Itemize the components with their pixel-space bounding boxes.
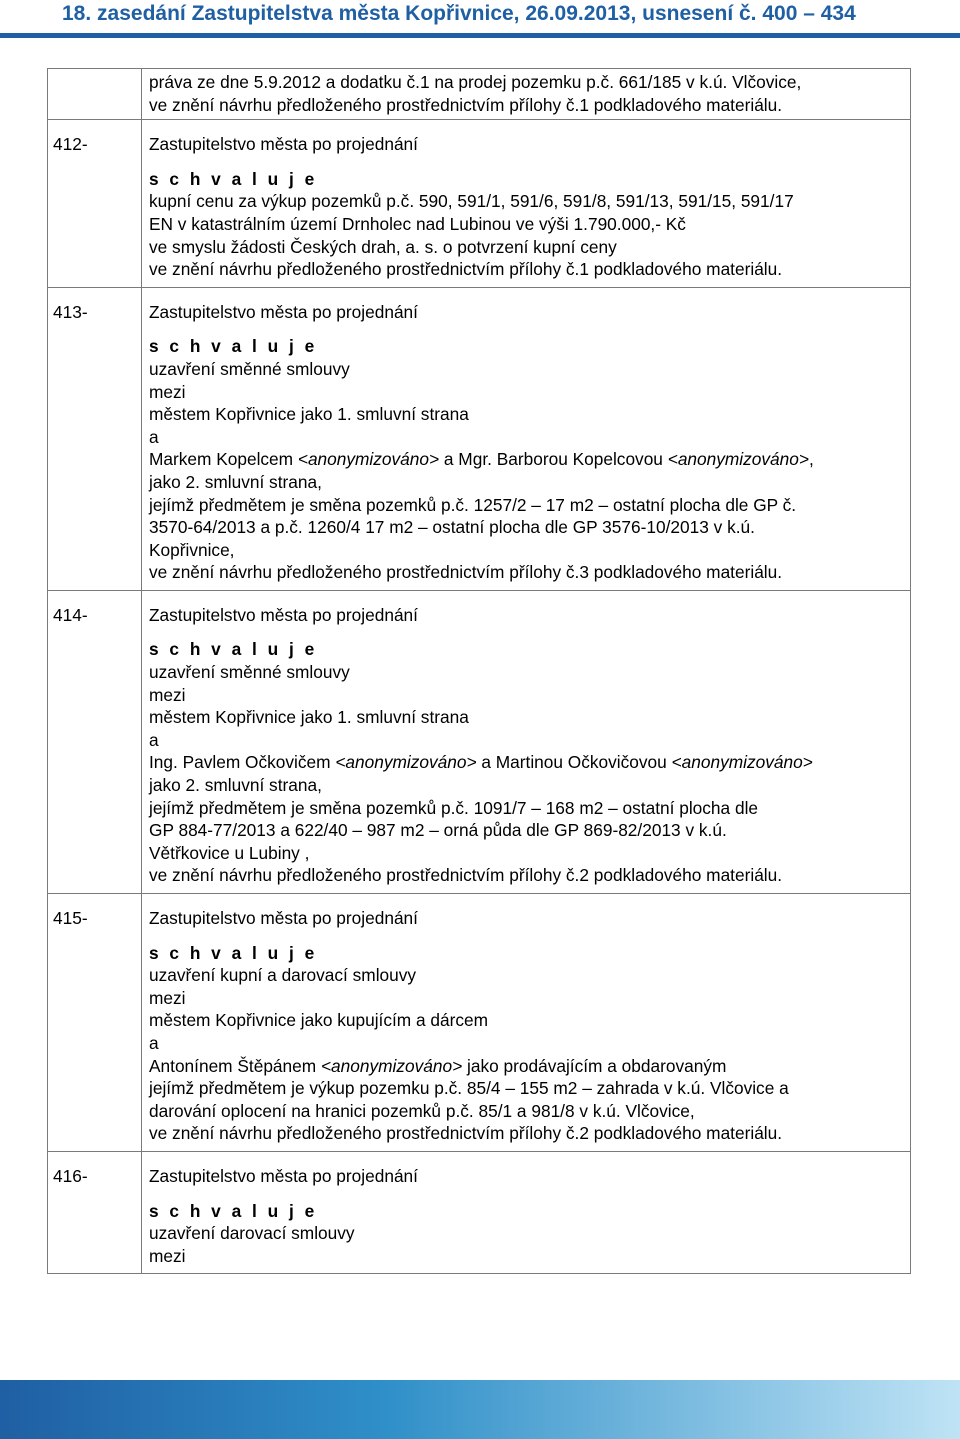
content-cell (142, 287, 911, 590)
resolution-intro: Zastupitelstvo města po projednání (149, 908, 418, 928)
resolution-number: 414- (53, 604, 88, 625)
resolution-line: a (149, 1032, 159, 1053)
approve-label: s c h v a l u j e (149, 942, 318, 963)
resolutions-table (47, 68, 911, 1274)
resolution-line: EN v katastrálním území Drnholec nad Lubinou ve výši 1.790.000,- Kč (149, 213, 686, 234)
resolution-line: GP 884-77/2013 a 622/40 – 987 m2 – orná půda dle GP 869-82/2013 v k.ú. (149, 820, 727, 841)
resolution-line: městem Kopřivnice jako 1. smluvní strana (149, 404, 469, 425)
number-cell (48, 590, 142, 893)
resolution-line: jako 2. smluvní strana, (149, 471, 322, 492)
resolutions-table-wrap (47, 68, 911, 1274)
resolution-line: Kopřivnice, (149, 539, 235, 560)
content-cell (142, 1151, 911, 1273)
resolution-line: mezi (149, 987, 186, 1008)
footer-bar (0, 1380, 960, 1439)
resolution-line: městem Kopřivnice jako kupujícím a dárcem (149, 1010, 489, 1031)
resolution-line: uzavření kupní a darovací smlouvy (149, 965, 417, 986)
resolution-line: uzavření směnné smlouvy (149, 358, 350, 379)
resolution-line: ve znění návrhu předloženého prostřednictvím přílohy č.2 podkladového materiálu. (149, 865, 783, 886)
resolution-line: jejímž předmětem je směna pozemků p.č. 1257/2 – 17 m2 – ostatní plocha dle GP č. (149, 494, 797, 515)
resolution-line: uzavření směnné smlouvy (149, 662, 350, 683)
table-row (48, 894, 911, 1152)
number-cell (48, 287, 142, 590)
resolution-number: 416- (53, 1165, 88, 1186)
resolution-line: 3570-64/2013 a p.č. 1260/4 17 m2 – ostatní plocha dle GP 3576-10/2013 v k.ú. (149, 517, 755, 538)
anonymized-marker: <anonymizováno> (335, 752, 477, 773)
resolution-line: mezi (149, 381, 186, 402)
content-cell (142, 590, 911, 893)
table-row (48, 590, 911, 893)
resolution-line: uzavření darovací smlouvy (149, 1223, 355, 1244)
header-rule (0, 33, 960, 38)
approve-label: s c h v a l u j e (149, 168, 318, 189)
resolution-intro: Zastupitelstvo města po projednání (149, 1165, 418, 1186)
resolution-line: darování oplocení na hranici pozemků p.č. 85/1 a 981/8 v k.ú. Vlčovice, (149, 1100, 695, 1121)
resolution-line: jako 2. smluvní strana, (149, 775, 322, 796)
resolution-line: městem Kopřivnice jako 1. smluvní strana (149, 707, 469, 728)
resolution-line: ve znění návrhu předloženého prostřednictvím přílohy č.1 podkladového materiálu. (149, 259, 783, 280)
table-row (48, 120, 911, 288)
anonymized-marker: <anonymizováno> (320, 1055, 463, 1076)
approve-label: s c h v a l u j e (149, 1200, 318, 1221)
continuation-line: práva ze dne 5.9.2012 a dodatku č.1 na prodej pozemku p.č. 661/185 v k.ú. Vlčovice, (149, 72, 802, 92)
resolution-intro: Zastupitelstvo města po projednání (149, 134, 418, 155)
anonymized-marker: <anonymizováno> (667, 449, 809, 470)
table-row (48, 69, 911, 120)
resolution-line: Markem Kopelcem <anonymizováno> a Mgr. Barborou Kopelcovou <anonymizováno>, (149, 449, 814, 470)
anonymized-marker: <anonymizováno> (297, 449, 440, 470)
content-cell (142, 894, 911, 1152)
table-row (48, 287, 911, 590)
resolution-intro: Zastupitelstvo města po projednání (149, 301, 418, 322)
resolution-line: ve smyslu žádosti Českých drah, a. s. o potvrzení kupní ceny (149, 236, 617, 257)
resolution-line: ve znění návrhu předloženého prostřednictvím přílohy č.3 podkladového materiálu. (149, 562, 783, 583)
resolution-line: a (149, 426, 159, 447)
resolution-line: jejímž předmětem je směna pozemků p.č. 1091/7 – 168 m2 – ostatní plocha dle (149, 797, 759, 818)
resolution-line: Větřkovice u Lubiny , (149, 842, 310, 863)
resolution-number: 412- (53, 134, 88, 155)
resolution-line: Ing. Pavlem Očkovičem <anonymizováno> a Martinou Očkovičovou <anonymizováno> (149, 752, 813, 773)
table-row (48, 1151, 911, 1273)
resolution-line: kupní cenu za výkup pozemků p.č. 590, 591/1, 591/6, 591/8, 591/13, 591/15, 591/17 (149, 191, 794, 212)
number-cell (48, 894, 142, 1152)
approve-label: s c h v a l u j e (149, 336, 318, 357)
resolution-line: mezi (149, 684, 186, 705)
resolution-line: jejímž předmětem je výkup pozemku p.č. 85/4 – 155 m2 – zahrada v k.ú. Vlčovice a (149, 1078, 789, 1099)
resolution-number: 413- (53, 301, 88, 322)
content-cell (142, 69, 911, 120)
content-cell (142, 120, 911, 288)
number-cell (48, 1151, 142, 1273)
page-header (0, 0, 960, 40)
resolution-intro: Zastupitelstvo města po projednání (149, 604, 418, 625)
continuation-line: ve znění návrhu předloženého prostřednictvím přílohy č.1 podkladového materiálu. (149, 94, 783, 115)
page-title: 18. zasedání Zastupitelstva města Kopřivnice, 26.09.2013, usnesení č. 400 – 434 (62, 2, 856, 25)
number-cell (48, 120, 142, 288)
resolution-line: a (149, 729, 159, 750)
number-cell (48, 69, 142, 120)
resolution-line: ve znění návrhu předloženého prostřednictvím přílohy č.2 podkladového materiálu. (149, 1123, 783, 1144)
resolution-number: 415- (53, 908, 88, 928)
approve-label: s c h v a l u j e (149, 639, 318, 660)
resolution-line: Antonínem Štěpánem <anonymizováno> jako prodávajícím a obdarovaným (149, 1055, 727, 1076)
resolution-line: mezi (149, 1245, 186, 1266)
anonymized-marker: <anonymizováno> (671, 752, 813, 773)
